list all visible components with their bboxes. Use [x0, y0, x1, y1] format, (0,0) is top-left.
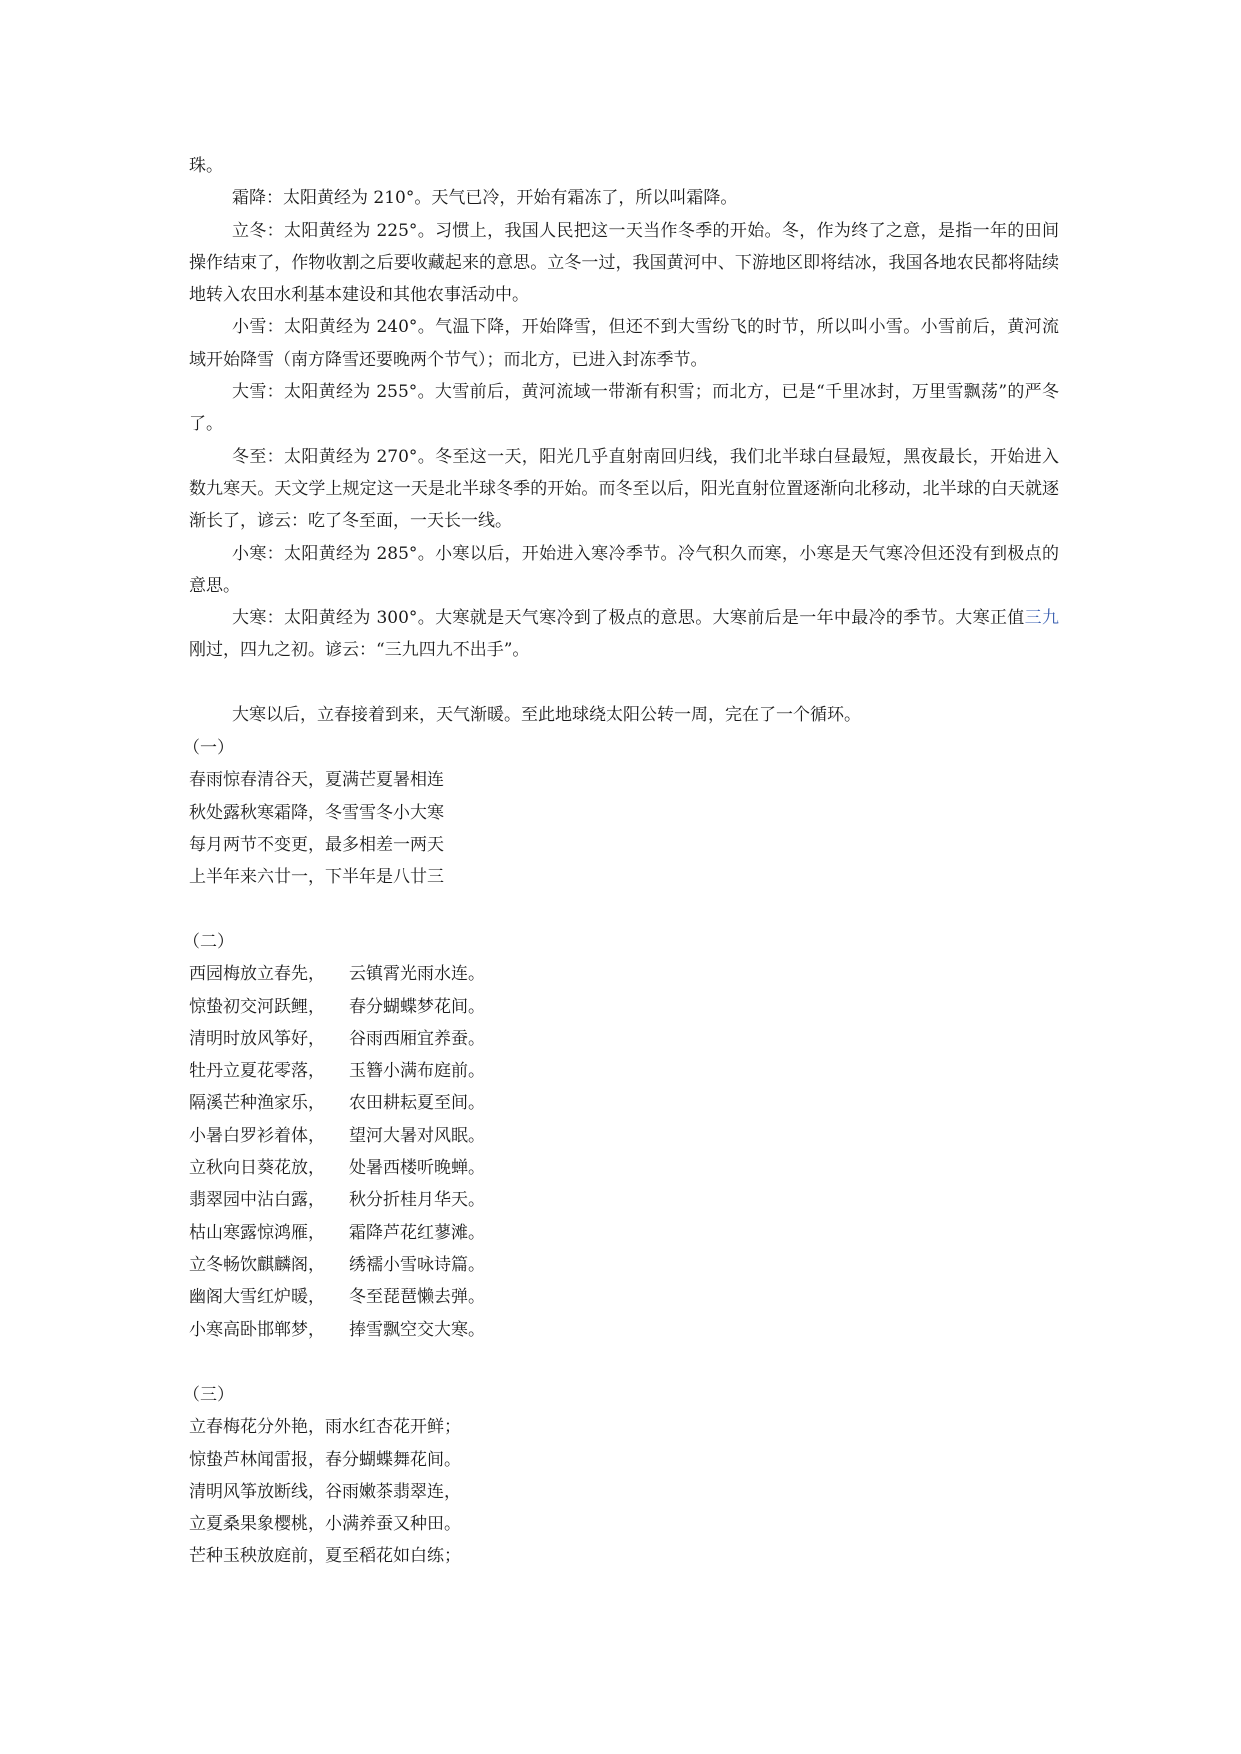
- prose-body: [189, 150, 1059, 731]
- verse-line: 清明风筝放断线，谷雨嫩茶翡翠连，: [189, 1481, 461, 1502]
- couplet-first: 幽阁大雪红炉暖，: [189, 1287, 325, 1308]
- paragraph-closing: 大寒以后，立春接着到来，天气渐暖。至此地球绕太阳公转一周，完在了一个循环。: [232, 704, 861, 725]
- dahan-text-after: 刚过，四九之初。谚云：“三九四九不出手”。: [189, 640, 530, 661]
- couplet-second: 捧雪飘空交大寒。: [349, 1319, 485, 1340]
- verse-line: 立春梅花分外艳，雨水红杏花开鲜；: [189, 1417, 461, 1438]
- paragraph-daxue: 大雪：太阳黄经为 255°。大雪前后，黄河流域一带渐有积雪；而北方，已是“千里冰封，万里雪飘荡”的严冬了。: [189, 382, 1059, 435]
- verse-line: 春雨惊春清谷天，夏满芒夏暑相连: [189, 770, 444, 791]
- couplet-first: 小寒高卧邯郸梦，: [189, 1319, 325, 1340]
- paragraph-dongzhi: 冬至：太阳黄经为 270°。冬至这一天，阳光几乎直射南回归线，我们北半球白昼最短，黑夜最长，开始进入数九寒天。天文学上规定这一天是北半球冬季的开始。而冬至以后，阳光直射位置逐渐向北移动，北半球的白天就逐渐长了，谚云：吃了冬至面，一天长一线。: [189, 446, 1059, 532]
- paragraph-0: 珠。: [189, 156, 223, 176]
- couplet-row: [189, 1152, 689, 1184]
- couplet-row: [189, 1184, 689, 1216]
- couplet-row: [189, 1055, 689, 1087]
- couplet-row: [189, 991, 689, 1023]
- couplet-row: [189, 1120, 689, 1152]
- couplet-first: 小暑白罗衫着体，: [189, 1125, 325, 1146]
- verse-line: 上半年来六廿一，下半年是八廿三: [189, 867, 444, 888]
- couplet-second: 玉簪小满布庭前。: [349, 1061, 485, 1082]
- couplet-row: [189, 1087, 689, 1119]
- dahan-text-before: 大寒：太阳黄经为 300°。大寒就是天气寒冷到了极点的意思。大寒前后是一年中最冷的季节。大寒正值: [232, 608, 1025, 629]
- paragraph-shuangjiang: 霜降：太阳黄经为 210°。天气已冷，开始有霜冻了，所以叫霜降。: [232, 188, 738, 209]
- paragraph-xiaoxue: 小雪：太阳黄经为 240°。气温下降，开始降雪，但还不到大雪纷飞的时节，所以叫小雪。小雪前后，黄河流域开始降雪（南方降雪还要晚两个节气）；而北方，已进入封冻季节。: [189, 317, 1059, 370]
- couplet-row: [189, 1217, 689, 1249]
- couplet-row: [189, 958, 689, 990]
- couplet-first: 立冬畅饮麒麟阁，: [189, 1254, 325, 1275]
- couplet-first: 隔溪芒种渔家乐，: [189, 1093, 325, 1114]
- couplet-row: [189, 1281, 689, 1313]
- couplet-second: 冬至琵琶懒去弹。: [349, 1287, 485, 1308]
- couplet-row: [189, 1023, 689, 1055]
- couplet-second: 处暑西楼听晚蝉。: [349, 1158, 485, 1179]
- couplet-second: 望河大暑对风眠。: [349, 1125, 485, 1146]
- couplet-second: 农田耕耘夏至间。: [349, 1093, 485, 1114]
- paragraph-dahan: [189, 602, 1059, 667]
- couplet-row: [189, 1314, 689, 1346]
- couplet-second: 绣襦小雪咏诗篇。: [349, 1254, 485, 1275]
- couplet-first: 惊蛰初交河跃鲤，: [189, 996, 325, 1017]
- couplet-first: 西园梅放立春先，: [189, 964, 325, 985]
- paragraph-xiaohan: 小寒：太阳黄经为 285°。小寒以后，开始进入寒冷季节。冷气积久而寒，小寒是天气寒冷但还没有到极点的意思。: [189, 543, 1059, 596]
- verse-line: 每月两节不变更，最多相差一两天: [189, 834, 444, 855]
- section-one: [183, 732, 689, 893]
- couplet-second: 云镇霄光雨水连。: [349, 964, 485, 985]
- paragraph-lidong: 立冬：太阳黄经为 225°。习惯上，我国人民把这一天当作冬季的开始。冬，作为终了之意，是指一年的田间操作结束了，作物收割之后要收藏起来的意思。立冬一过，我国黄河中、下游地区即将结冰，我国各地农民都将陆续地转入农田水利基本建设和其他农事活动中。: [189, 220, 1059, 306]
- verse-line: 秋处露秋寒霜降，冬雪雪冬小大寒: [189, 802, 444, 823]
- section-two: [183, 926, 689, 1346]
- verse-line: 立夏桑果象樱桃，小满养蚕又种田。: [189, 1514, 461, 1535]
- verse-line: 芒种玉秧放庭前，夏至稻花如白练；: [189, 1546, 461, 1567]
- section-three: [183, 1379, 689, 1573]
- couplet-second: 秋分折桂月华天。: [349, 1190, 485, 1211]
- section-three-heading: （三）: [183, 1385, 234, 1405]
- couplet-first: 清明时放风筝好，: [189, 1028, 325, 1049]
- section-two-heading: （二）: [183, 932, 234, 952]
- couplet-second: 谷雨西厢宜养蚕。: [349, 1028, 485, 1049]
- couplet-second: 春分蝴蝶梦花间。: [349, 996, 485, 1017]
- paragraph-gap: [189, 667, 1059, 699]
- couplet-first: 翡翠园中沾白露，: [189, 1190, 325, 1211]
- couplet-first: 立秋向日葵花放，: [189, 1158, 325, 1179]
- section-one-heading: （一）: [183, 738, 234, 758]
- couplet-row: [189, 1249, 689, 1281]
- sanjiu-link[interactable]: 三九: [1024, 608, 1059, 629]
- couplet-first: 枯山寒露惊鸿雁，: [189, 1222, 325, 1243]
- couplet-second: 霜降芦花红蓼滩。: [349, 1222, 485, 1243]
- couplet-first: 牡丹立夏花零落，: [189, 1061, 325, 1082]
- verse-line: 惊蛰芦林闻雷报，春分蝴蝶舞花间。: [189, 1449, 461, 1470]
